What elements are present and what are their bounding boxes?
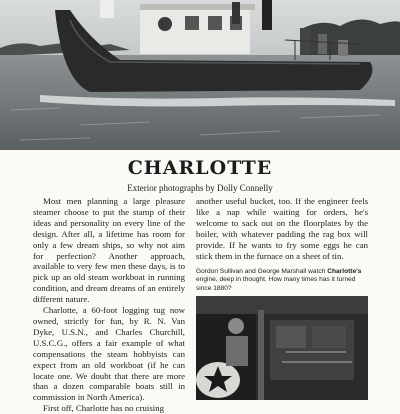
caption-bold: Charlotte's xyxy=(327,268,362,275)
tug-photo xyxy=(0,0,400,150)
right-column xyxy=(196,196,368,261)
engine-photo xyxy=(196,296,368,400)
photo-caption xyxy=(196,268,368,293)
paragraph: Most men planning a large pleasure steamer choose to put the stamp of their ideas and personality on every line of the design. After all, a lifetime has room for only a few dream ships, so why not aim for perfection? Another approach, available to very few men these days, is to pick up an old steam workboat in running condition, and dream dreams of an entirely different nature. xyxy=(33,196,185,305)
paragraph: First off, Charlotte has no cruising xyxy=(43,403,165,414)
left-column xyxy=(33,196,185,414)
caption-text-end: engine, deep in thought. How many times has it turned since 1880? xyxy=(196,276,356,292)
caption-text: Gordon Sullivan and George Marshall watch xyxy=(196,268,328,275)
photo-credit: Exterior photographs by Dolly Connelly xyxy=(127,183,273,193)
paragraph: another useful bucket, too. If the engineer feels like a nap while waiting for orders, he's welcome to sack out on the floorplates by the boiler, with whatever padding the rag box will provide. If he wants to fry some eggs he can stick them in the furnace on a sheet of tin. xyxy=(196,196,368,261)
paragraph: Charlotte, a 60-foot logging tug now owned, strictly for fun, by R. N. Van Dyke, U.S.N., and Charles Churchill, U.S.C.G., offers a fair example of what compensations the steam hobbyists can expect from an old workboat (if he can locate one. We doubt that there are more than a dozen comparable boats still in commission in North America). xyxy=(33,305,185,403)
article-title: CHARLOTTE xyxy=(127,157,273,179)
